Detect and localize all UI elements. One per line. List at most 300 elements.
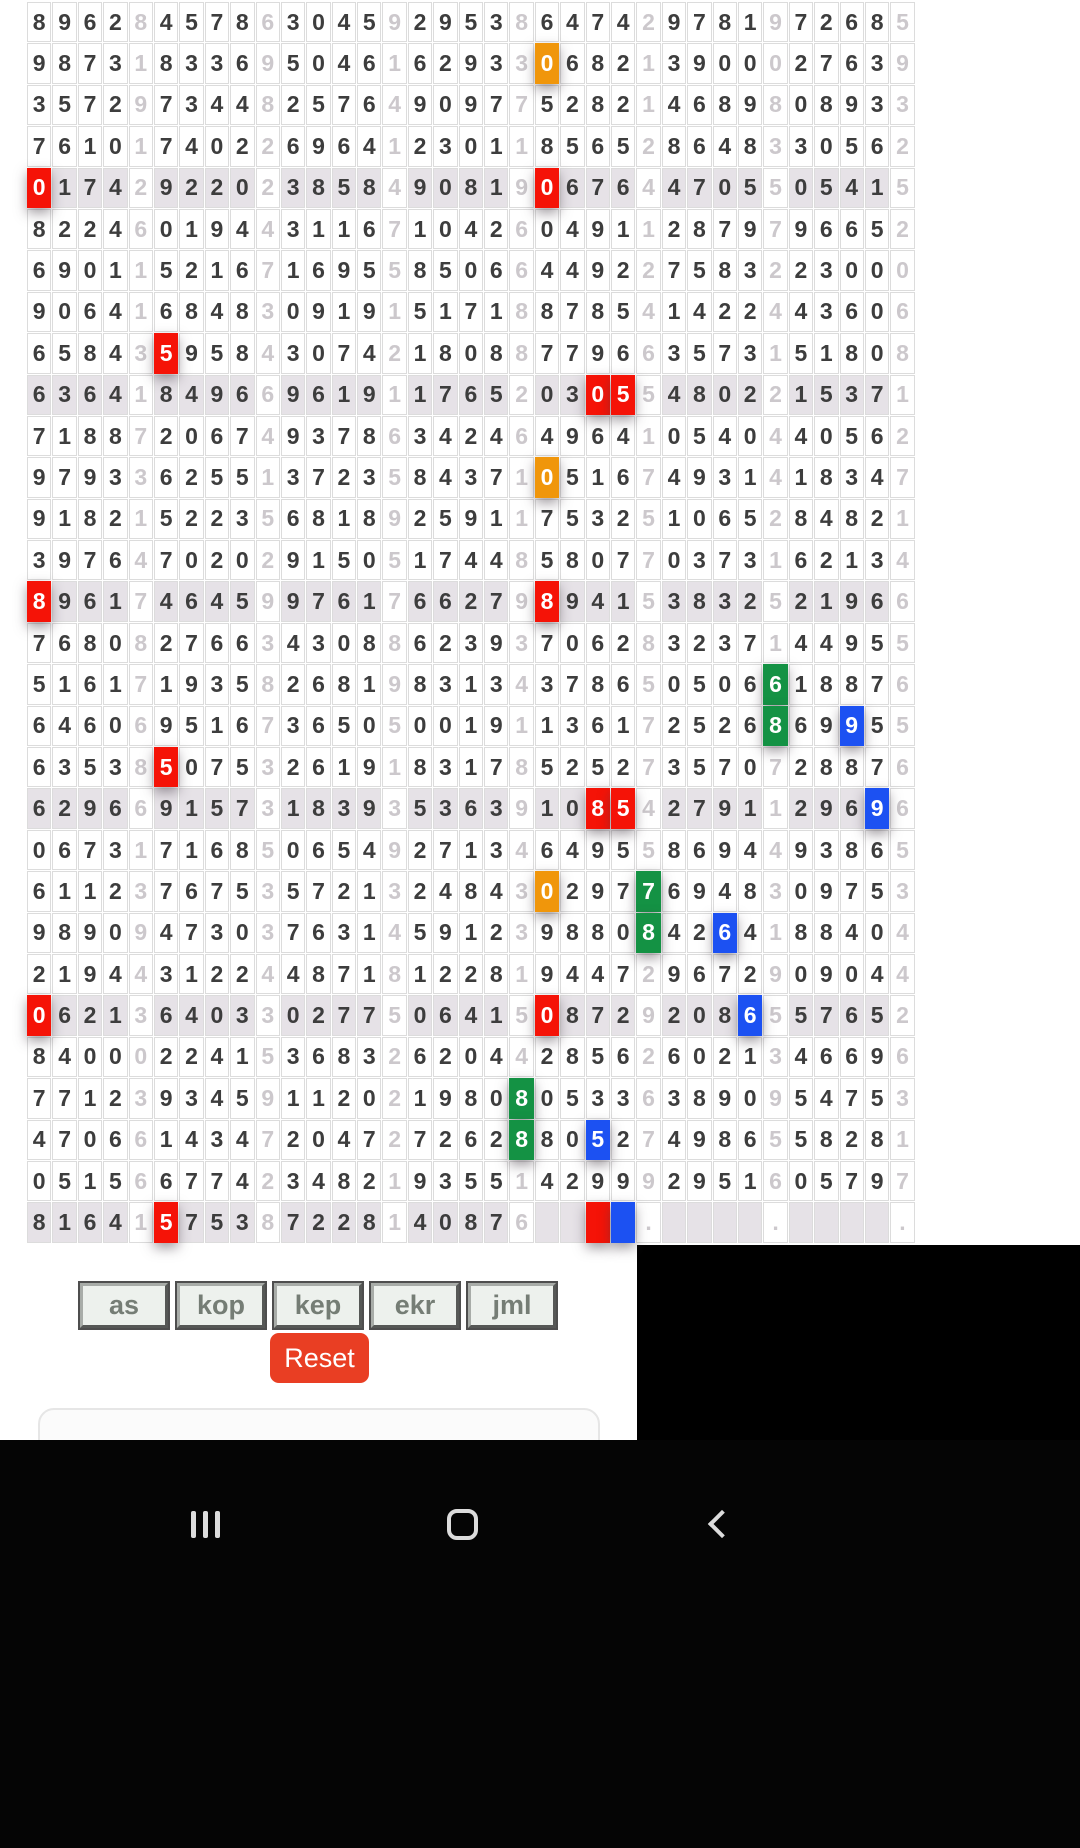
grid-cell[interactable]: 6 bbox=[713, 913, 737, 953]
grid-cell[interactable]: 3 bbox=[281, 168, 305, 208]
grid-cell[interactable]: 4 bbox=[357, 830, 381, 870]
grid-cell[interactable]: 2 bbox=[789, 43, 813, 83]
grid-cell[interactable]: 0 bbox=[433, 209, 457, 249]
grid-cell[interactable]: 8 bbox=[52, 913, 76, 953]
grid-cell[interactable]: 4 bbox=[560, 830, 584, 870]
grid-cell[interactable]: 9 bbox=[205, 375, 229, 415]
grid-cell[interactable]: 3 bbox=[459, 623, 483, 663]
grid-cell[interactable]: 9 bbox=[814, 788, 838, 828]
grid-cell[interactable]: 3 bbox=[738, 540, 762, 580]
grid-cell[interactable]: 4 bbox=[662, 457, 686, 497]
grid-cell[interactable]: 7 bbox=[636, 706, 660, 746]
grid-cell[interactable]: 7 bbox=[662, 250, 686, 290]
grid-cell[interactable]: 6 bbox=[129, 788, 153, 828]
grid-cell[interactable]: 7 bbox=[332, 954, 356, 994]
grid-cell[interactable]: 4 bbox=[484, 540, 508, 580]
grid-cell[interactable]: 2 bbox=[840, 1120, 864, 1160]
grid-cell[interactable]: 2 bbox=[789, 250, 813, 290]
grid-cell[interactable]: 3 bbox=[840, 375, 864, 415]
grid-cell[interactable]: 0 bbox=[357, 1078, 381, 1118]
grid-cell[interactable]: 0 bbox=[78, 1120, 102, 1160]
grid-cell[interactable]: 4 bbox=[763, 830, 787, 870]
grid-cell[interactable]: 8 bbox=[433, 333, 457, 373]
grid-cell[interactable] bbox=[789, 1202, 813, 1242]
grid-cell[interactable]: 6 bbox=[662, 871, 686, 911]
grid-cell[interactable]: 0 bbox=[713, 168, 737, 208]
grid-cell[interactable]: 7 bbox=[586, 995, 610, 1035]
grid-cell[interactable]: 6 bbox=[535, 830, 559, 870]
grid-cell[interactable]: 8 bbox=[230, 830, 254, 870]
grid-cell[interactable]: 9 bbox=[840, 581, 864, 621]
grid-cell[interactable]: 5 bbox=[687, 747, 711, 787]
grid-cell[interactable]: 8 bbox=[865, 1120, 889, 1160]
grid-cell[interactable]: 1 bbox=[738, 2, 762, 42]
grid-cell[interactable]: 4 bbox=[789, 1037, 813, 1077]
grid-cell[interactable]: 3 bbox=[230, 499, 254, 539]
grid-cell[interactable]: 1 bbox=[408, 1078, 432, 1118]
grid-cell[interactable]: 4 bbox=[306, 1161, 330, 1201]
grid-cell[interactable]: 2 bbox=[484, 209, 508, 249]
grid-cell[interactable]: 1 bbox=[484, 292, 508, 332]
grid-cell[interactable]: 4 bbox=[535, 1161, 559, 1201]
grid-cell[interactable]: 3 bbox=[814, 830, 838, 870]
grid-cell[interactable]: 2 bbox=[636, 954, 660, 994]
grid-cell[interactable]: 5 bbox=[890, 2, 914, 42]
grid-cell[interactable]: 7 bbox=[865, 747, 889, 787]
grid-cell[interactable]: 4 bbox=[459, 540, 483, 580]
grid-cell[interactable]: 3 bbox=[256, 747, 280, 787]
grid-cell[interactable]: 7 bbox=[154, 85, 178, 125]
grid-cell[interactable]: 0 bbox=[459, 1037, 483, 1077]
grid-cell[interactable]: 9 bbox=[281, 375, 305, 415]
grid-cell[interactable]: 1 bbox=[332, 292, 356, 332]
grid-cell[interactable]: 9 bbox=[52, 540, 76, 580]
grid-cell[interactable]: 6 bbox=[865, 126, 889, 166]
grid-cell[interactable]: 0 bbox=[560, 788, 584, 828]
grid-cell[interactable]: 0 bbox=[662, 664, 686, 704]
grid-cell[interactable]: 4 bbox=[484, 871, 508, 911]
grid-cell[interactable]: 5 bbox=[865, 706, 889, 746]
grid-cell[interactable]: 8 bbox=[713, 995, 737, 1035]
grid-cell[interactable]: 2 bbox=[611, 499, 635, 539]
grid-cell[interactable]: 9 bbox=[459, 85, 483, 125]
grid-cell[interactable]: 4 bbox=[763, 457, 787, 497]
grid-cell[interactable]: 2 bbox=[535, 1037, 559, 1077]
grid-cell[interactable]: 6 bbox=[179, 871, 203, 911]
grid-cell[interactable]: 5 bbox=[484, 1161, 508, 1201]
grid-cell[interactable]: 2 bbox=[103, 85, 127, 125]
grid-cell[interactable]: 6 bbox=[840, 995, 864, 1035]
grid-cell[interactable]: 1 bbox=[509, 457, 533, 497]
grid-cell[interactable]: 9 bbox=[586, 1161, 610, 1201]
grid-cell[interactable]: 3 bbox=[129, 995, 153, 1035]
grid-cell[interactable]: 4 bbox=[103, 1202, 127, 1242]
grid-cell[interactable]: 5 bbox=[332, 540, 356, 580]
grid-cell[interactable]: 0 bbox=[484, 1078, 508, 1118]
grid-cell[interactable]: 9 bbox=[586, 333, 610, 373]
grid-cell[interactable]: 8 bbox=[459, 168, 483, 208]
grid-cell[interactable]: 4 bbox=[560, 2, 584, 42]
grid-cell[interactable]: 7 bbox=[52, 1120, 76, 1160]
grid-cell[interactable]: 9 bbox=[687, 871, 711, 911]
grid-cell[interactable]: 5 bbox=[789, 995, 813, 1035]
grid-cell[interactable]: 4 bbox=[408, 1202, 432, 1242]
grid-cell[interactable]: 8 bbox=[459, 871, 483, 911]
grid-cell[interactable]: 2 bbox=[738, 954, 762, 994]
grid-cell[interactable]: 9 bbox=[382, 664, 406, 704]
grid-cell[interactable]: 5 bbox=[433, 499, 457, 539]
grid-cell[interactable]: 2 bbox=[332, 1202, 356, 1242]
grid-cell[interactable]: 4 bbox=[738, 913, 762, 953]
grid-cell[interactable]: 5 bbox=[814, 1161, 838, 1201]
grid-cell[interactable]: 8 bbox=[129, 747, 153, 787]
grid-cell[interactable]: 4 bbox=[636, 168, 660, 208]
grid-cell[interactable]: 7 bbox=[586, 168, 610, 208]
grid-cell[interactable]: 6 bbox=[611, 1037, 635, 1077]
grid-cell[interactable]: 3 bbox=[205, 664, 229, 704]
grid-cell[interactable]: 4 bbox=[103, 168, 127, 208]
grid-cell[interactable]: 3 bbox=[154, 954, 178, 994]
grid-cell[interactable] bbox=[865, 1202, 889, 1242]
grid-cell[interactable]: 2 bbox=[611, 747, 635, 787]
grid-cell[interactable]: 6 bbox=[27, 788, 51, 828]
grid-cell[interactable]: 8 bbox=[560, 995, 584, 1035]
grid-cell[interactable]: 3 bbox=[103, 457, 127, 497]
grid-cell[interactable]: 2 bbox=[814, 540, 838, 580]
grid-cell[interactable]: 0 bbox=[433, 168, 457, 208]
grid-cell[interactable]: 5 bbox=[890, 168, 914, 208]
grid-cell[interactable]: 2 bbox=[332, 871, 356, 911]
grid-cell[interactable]: 5 bbox=[890, 830, 914, 870]
grid-cell[interactable]: 3 bbox=[103, 830, 127, 870]
grid-cell[interactable]: 7 bbox=[382, 581, 406, 621]
grid-cell[interactable]: 1 bbox=[611, 209, 635, 249]
grid-cell[interactable]: 5 bbox=[332, 168, 356, 208]
grid-cell[interactable]: 7 bbox=[27, 623, 51, 663]
grid-cell[interactable]: 7 bbox=[560, 292, 584, 332]
grid-cell[interactable] bbox=[586, 1202, 610, 1242]
grid-cell[interactable]: 4 bbox=[230, 1120, 254, 1160]
grid-cell[interactable]: 9 bbox=[27, 913, 51, 953]
grid-cell[interactable]: 8 bbox=[560, 540, 584, 580]
grid-cell[interactable]: 4 bbox=[636, 788, 660, 828]
grid-cell[interactable]: 2 bbox=[890, 416, 914, 456]
grid-cell[interactable]: 3 bbox=[306, 416, 330, 456]
grid-cell[interactable]: 4 bbox=[459, 209, 483, 249]
grid-cell[interactable]: 0 bbox=[738, 1078, 762, 1118]
grid-cell[interactable]: 4 bbox=[154, 581, 178, 621]
grid-cell[interactable]: 2 bbox=[636, 126, 660, 166]
grid-cell[interactable]: 6 bbox=[27, 706, 51, 746]
grid-cell[interactable]: 7 bbox=[484, 747, 508, 787]
grid-cell[interactable]: 0 bbox=[230, 540, 254, 580]
grid-cell[interactable]: 3 bbox=[611, 1078, 635, 1118]
grid-cell[interactable]: 0 bbox=[535, 1078, 559, 1118]
grid-cell[interactable]: 6 bbox=[560, 43, 584, 83]
grid-cell[interactable]: 8 bbox=[27, 2, 51, 42]
grid-cell[interactable]: 3 bbox=[662, 333, 686, 373]
grid-cell[interactable]: 7 bbox=[890, 1161, 914, 1201]
grid-cell[interactable]: 6 bbox=[687, 126, 711, 166]
grid-cell[interactable]: 5 bbox=[459, 2, 483, 42]
grid-cell[interactable]: 8 bbox=[129, 623, 153, 663]
grid-cell[interactable]: 7 bbox=[763, 209, 787, 249]
grid-cell[interactable]: 1 bbox=[306, 1078, 330, 1118]
grid-cell[interactable]: 1 bbox=[535, 788, 559, 828]
grid-cell[interactable]: 0 bbox=[840, 954, 864, 994]
grid-cell[interactable]: 3 bbox=[281, 1037, 305, 1077]
grid-cell[interactable]: 2 bbox=[78, 995, 102, 1035]
grid-cell[interactable]: 8 bbox=[713, 85, 737, 125]
grid-cell[interactable]: 5 bbox=[509, 995, 533, 1035]
grid-cell[interactable]: 3 bbox=[509, 623, 533, 663]
grid-cell[interactable]: 7 bbox=[357, 1120, 381, 1160]
grid-cell[interactable]: 2 bbox=[738, 292, 762, 332]
grid-cell[interactable]: 2 bbox=[179, 168, 203, 208]
grid-cell[interactable]: 0 bbox=[230, 913, 254, 953]
grid-cell[interactable]: 0 bbox=[129, 1037, 153, 1077]
grid-cell[interactable]: 0 bbox=[78, 1037, 102, 1077]
grid-cell[interactable]: 4 bbox=[256, 209, 280, 249]
grid-cell[interactable]: 8 bbox=[687, 375, 711, 415]
grid-cell[interactable]: 6 bbox=[814, 209, 838, 249]
grid-cell[interactable]: 0 bbox=[281, 995, 305, 1035]
grid-cell[interactable]: 1 bbox=[890, 375, 914, 415]
grid-cell[interactable]: 0 bbox=[52, 292, 76, 332]
grid-cell[interactable]: 5 bbox=[535, 85, 559, 125]
grid-cell[interactable]: 1 bbox=[332, 499, 356, 539]
grid-cell[interactable]: 5 bbox=[789, 333, 813, 373]
grid-cell[interactable]: 3 bbox=[433, 126, 457, 166]
grid-cell[interactable]: 5 bbox=[205, 1202, 229, 1242]
grid-cell[interactable]: 9 bbox=[256, 43, 280, 83]
grid-cell[interactable]: 5 bbox=[763, 1120, 787, 1160]
grid-cell[interactable]: 2 bbox=[306, 995, 330, 1035]
grid-cell[interactable]: 5 bbox=[230, 747, 254, 787]
grid-cell[interactable]: 6 bbox=[586, 126, 610, 166]
grid-cell[interactable]: 0 bbox=[814, 126, 838, 166]
grid-cell[interactable]: 7 bbox=[636, 871, 660, 911]
grid-cell[interactable]: 4 bbox=[52, 706, 76, 746]
grid-cell[interactable]: 5 bbox=[535, 540, 559, 580]
grid-cell[interactable]: 5 bbox=[357, 2, 381, 42]
grid-cell[interactable]: 7 bbox=[865, 375, 889, 415]
grid-cell[interactable]: 4 bbox=[662, 913, 686, 953]
grid-cell[interactable]: 2 bbox=[890, 995, 914, 1035]
grid-cell[interactable]: 8 bbox=[509, 2, 533, 42]
grid-cell[interactable]: 4 bbox=[611, 2, 635, 42]
grid-cell[interactable]: 3 bbox=[484, 2, 508, 42]
grid-cell[interactable]: 0 bbox=[763, 43, 787, 83]
grid-cell[interactable]: 7 bbox=[713, 747, 737, 787]
grid-cell[interactable]: 5 bbox=[865, 209, 889, 249]
grid-cell[interactable]: 9 bbox=[27, 43, 51, 83]
grid-cell[interactable]: 1 bbox=[52, 416, 76, 456]
grid-cell[interactable]: 2 bbox=[154, 416, 178, 456]
grid-cell[interactable]: 8 bbox=[662, 830, 686, 870]
grid-cell[interactable]: 4 bbox=[357, 126, 381, 166]
grid-cell[interactable]: 2 bbox=[179, 1037, 203, 1077]
grid-cell[interactable]: 2 bbox=[256, 540, 280, 580]
grid-cell[interactable]: 3 bbox=[52, 375, 76, 415]
grid-cell[interactable]: 1 bbox=[433, 292, 457, 332]
filter-button-kep[interactable]: kep bbox=[274, 1283, 362, 1328]
grid-cell[interactable]: 1 bbox=[738, 1161, 762, 1201]
grid-cell[interactable] bbox=[738, 1202, 762, 1242]
grid-cell[interactable]: 9 bbox=[865, 1037, 889, 1077]
grid-cell[interactable]: 3 bbox=[738, 250, 762, 290]
grid-cell[interactable]: 1 bbox=[509, 499, 533, 539]
grid-cell[interactable] bbox=[713, 1202, 737, 1242]
grid-cell[interactable]: 6 bbox=[154, 292, 178, 332]
grid-cell[interactable]: 1 bbox=[52, 499, 76, 539]
grid-cell[interactable]: 0 bbox=[306, 43, 330, 83]
grid-cell[interactable]: 9 bbox=[52, 2, 76, 42]
grid-cell[interactable]: 0 bbox=[459, 333, 483, 373]
grid-cell[interactable]: 7 bbox=[713, 209, 737, 249]
grid-cell[interactable]: 3 bbox=[789, 126, 813, 166]
grid-cell[interactable]: 0 bbox=[103, 623, 127, 663]
grid-cell[interactable]: 6 bbox=[52, 830, 76, 870]
grid-cell[interactable]: 5 bbox=[230, 871, 254, 911]
grid-cell[interactable]: 0 bbox=[586, 375, 610, 415]
filter-button-as[interactable]: as bbox=[80, 1283, 168, 1328]
grid-cell[interactable]: 6 bbox=[636, 333, 660, 373]
grid-cell[interactable]: 5 bbox=[408, 292, 432, 332]
grid-cell[interactable]: 2 bbox=[433, 1037, 457, 1077]
grid-cell[interactable]: 1 bbox=[382, 1161, 406, 1201]
grid-cell[interactable]: 3 bbox=[865, 540, 889, 580]
grid-cell[interactable]: 9 bbox=[586, 209, 610, 249]
grid-cell[interactable]: 7 bbox=[865, 664, 889, 704]
grid-cell[interactable]: 1 bbox=[636, 85, 660, 125]
grid-cell[interactable]: 4 bbox=[662, 1120, 686, 1160]
grid-cell[interactable]: 5 bbox=[713, 1161, 737, 1201]
grid-cell[interactable]: 9 bbox=[814, 871, 838, 911]
grid-cell[interactable]: 5 bbox=[256, 830, 280, 870]
grid-cell[interactable]: 8 bbox=[357, 1202, 381, 1242]
grid-cell[interactable]: 5 bbox=[840, 126, 864, 166]
grid-cell[interactable]: 5 bbox=[687, 664, 711, 704]
grid-cell[interactable]: 5 bbox=[560, 1078, 584, 1118]
grid-cell[interactable]: 8 bbox=[509, 1078, 533, 1118]
grid-cell[interactable]: 6 bbox=[586, 416, 610, 456]
grid-cell[interactable]: 2 bbox=[230, 126, 254, 166]
grid-cell[interactable]: 9 bbox=[586, 871, 610, 911]
grid-cell[interactable]: 3 bbox=[865, 43, 889, 83]
grid-cell[interactable]: 0 bbox=[103, 1037, 127, 1077]
grid-cell[interactable]: 6 bbox=[179, 581, 203, 621]
grid-cell[interactable]: 6 bbox=[78, 375, 102, 415]
grid-cell[interactable]: 2 bbox=[281, 747, 305, 787]
grid-cell[interactable]: 5 bbox=[154, 499, 178, 539]
grid-cell[interactable]: 7 bbox=[509, 85, 533, 125]
grid-cell[interactable]: 6 bbox=[840, 292, 864, 332]
grid-cell[interactable]: 7 bbox=[433, 540, 457, 580]
grid-cell[interactable]: 0 bbox=[560, 623, 584, 663]
grid-cell[interactable]: 2 bbox=[687, 913, 711, 953]
grid-cell[interactable]: 8 bbox=[78, 416, 102, 456]
grid-cell[interactable]: 9 bbox=[789, 830, 813, 870]
grid-cell[interactable]: 1 bbox=[789, 375, 813, 415]
grid-cell[interactable]: 1 bbox=[662, 499, 686, 539]
grid-cell[interactable]: 7 bbox=[52, 457, 76, 497]
grid-cell[interactable]: 8 bbox=[357, 168, 381, 208]
grid-cell[interactable]: 9 bbox=[78, 913, 102, 953]
grid-cell[interactable]: 5 bbox=[636, 499, 660, 539]
grid-cell[interactable]: 1 bbox=[306, 209, 330, 249]
grid-cell[interactable]: 6 bbox=[129, 209, 153, 249]
grid-cell[interactable]: 5 bbox=[636, 375, 660, 415]
grid-cell[interactable]: 6 bbox=[306, 913, 330, 953]
grid-cell[interactable]: 2 bbox=[865, 499, 889, 539]
grid-cell[interactable]: 0 bbox=[611, 913, 635, 953]
grid-cell[interactable]: 1 bbox=[611, 706, 635, 746]
grid-cell[interactable]: 8 bbox=[535, 1120, 559, 1160]
grid-cell[interactable]: 6 bbox=[357, 209, 381, 249]
grid-cell[interactable]: 1 bbox=[763, 540, 787, 580]
grid-cell[interactable]: 2 bbox=[611, 995, 635, 1035]
grid-cell[interactable]: 6 bbox=[103, 788, 127, 828]
grid-cell[interactable]: 5 bbox=[433, 250, 457, 290]
grid-cell[interactable]: 3 bbox=[687, 540, 711, 580]
grid-cell[interactable]: 1 bbox=[154, 1120, 178, 1160]
grid-cell[interactable]: 4 bbox=[103, 375, 127, 415]
grid-cell[interactable]: 8 bbox=[814, 913, 838, 953]
grid-cell[interactable]: 7 bbox=[154, 830, 178, 870]
grid-cell[interactable]: 2 bbox=[27, 954, 51, 994]
grid-cell[interactable]: 4 bbox=[459, 995, 483, 1035]
grid-cell[interactable]: 1 bbox=[129, 499, 153, 539]
grid-cell[interactable]: 3 bbox=[205, 43, 229, 83]
grid-cell[interactable]: 7 bbox=[484, 1202, 508, 1242]
grid-cell[interactable]: 4 bbox=[509, 1037, 533, 1077]
grid-cell[interactable]: 5 bbox=[738, 168, 762, 208]
grid-cell[interactable]: 3 bbox=[433, 664, 457, 704]
grid-cell[interactable] bbox=[560, 1202, 584, 1242]
grid-cell[interactable]: 1 bbox=[814, 581, 838, 621]
grid-cell[interactable]: 4 bbox=[230, 85, 254, 125]
grid-cell[interactable]: 1 bbox=[382, 126, 406, 166]
grid-cell[interactable]: 8 bbox=[357, 499, 381, 539]
grid-cell[interactable]: 2 bbox=[281, 664, 305, 704]
grid-cell[interactable]: 4 bbox=[230, 209, 254, 249]
grid-cell[interactable]: 3 bbox=[179, 1078, 203, 1118]
grid-cell[interactable]: 2 bbox=[154, 623, 178, 663]
grid-cell[interactable]: 6 bbox=[763, 1161, 787, 1201]
grid-cell[interactable]: 9 bbox=[78, 457, 102, 497]
grid-cell[interactable]: 5 bbox=[382, 250, 406, 290]
grid-cell[interactable]: 6 bbox=[713, 499, 737, 539]
grid-cell[interactable]: 3 bbox=[332, 788, 356, 828]
grid-cell[interactable]: 0 bbox=[27, 168, 51, 208]
grid-cell[interactable]: 4 bbox=[509, 664, 533, 704]
grid-cell[interactable]: 9 bbox=[840, 706, 864, 746]
grid-cell[interactable]: 8 bbox=[306, 954, 330, 994]
grid-cell[interactable]: 1 bbox=[865, 168, 889, 208]
grid-cell[interactable]: 2 bbox=[408, 126, 432, 166]
grid-cell[interactable]: 2 bbox=[789, 747, 813, 787]
grid-cell[interactable]: 0 bbox=[586, 540, 610, 580]
grid-cell[interactable]: 8 bbox=[408, 664, 432, 704]
grid-cell[interactable]: 3 bbox=[586, 1078, 610, 1118]
grid-cell[interactable]: 6 bbox=[814, 1037, 838, 1077]
grid-cell[interactable]: 9 bbox=[332, 250, 356, 290]
grid-cell[interactable]: 7 bbox=[256, 250, 280, 290]
grid-cell[interactable]: 4 bbox=[509, 830, 533, 870]
grid-cell[interactable]: 1 bbox=[129, 292, 153, 332]
grid-cell[interactable]: 8 bbox=[408, 747, 432, 787]
